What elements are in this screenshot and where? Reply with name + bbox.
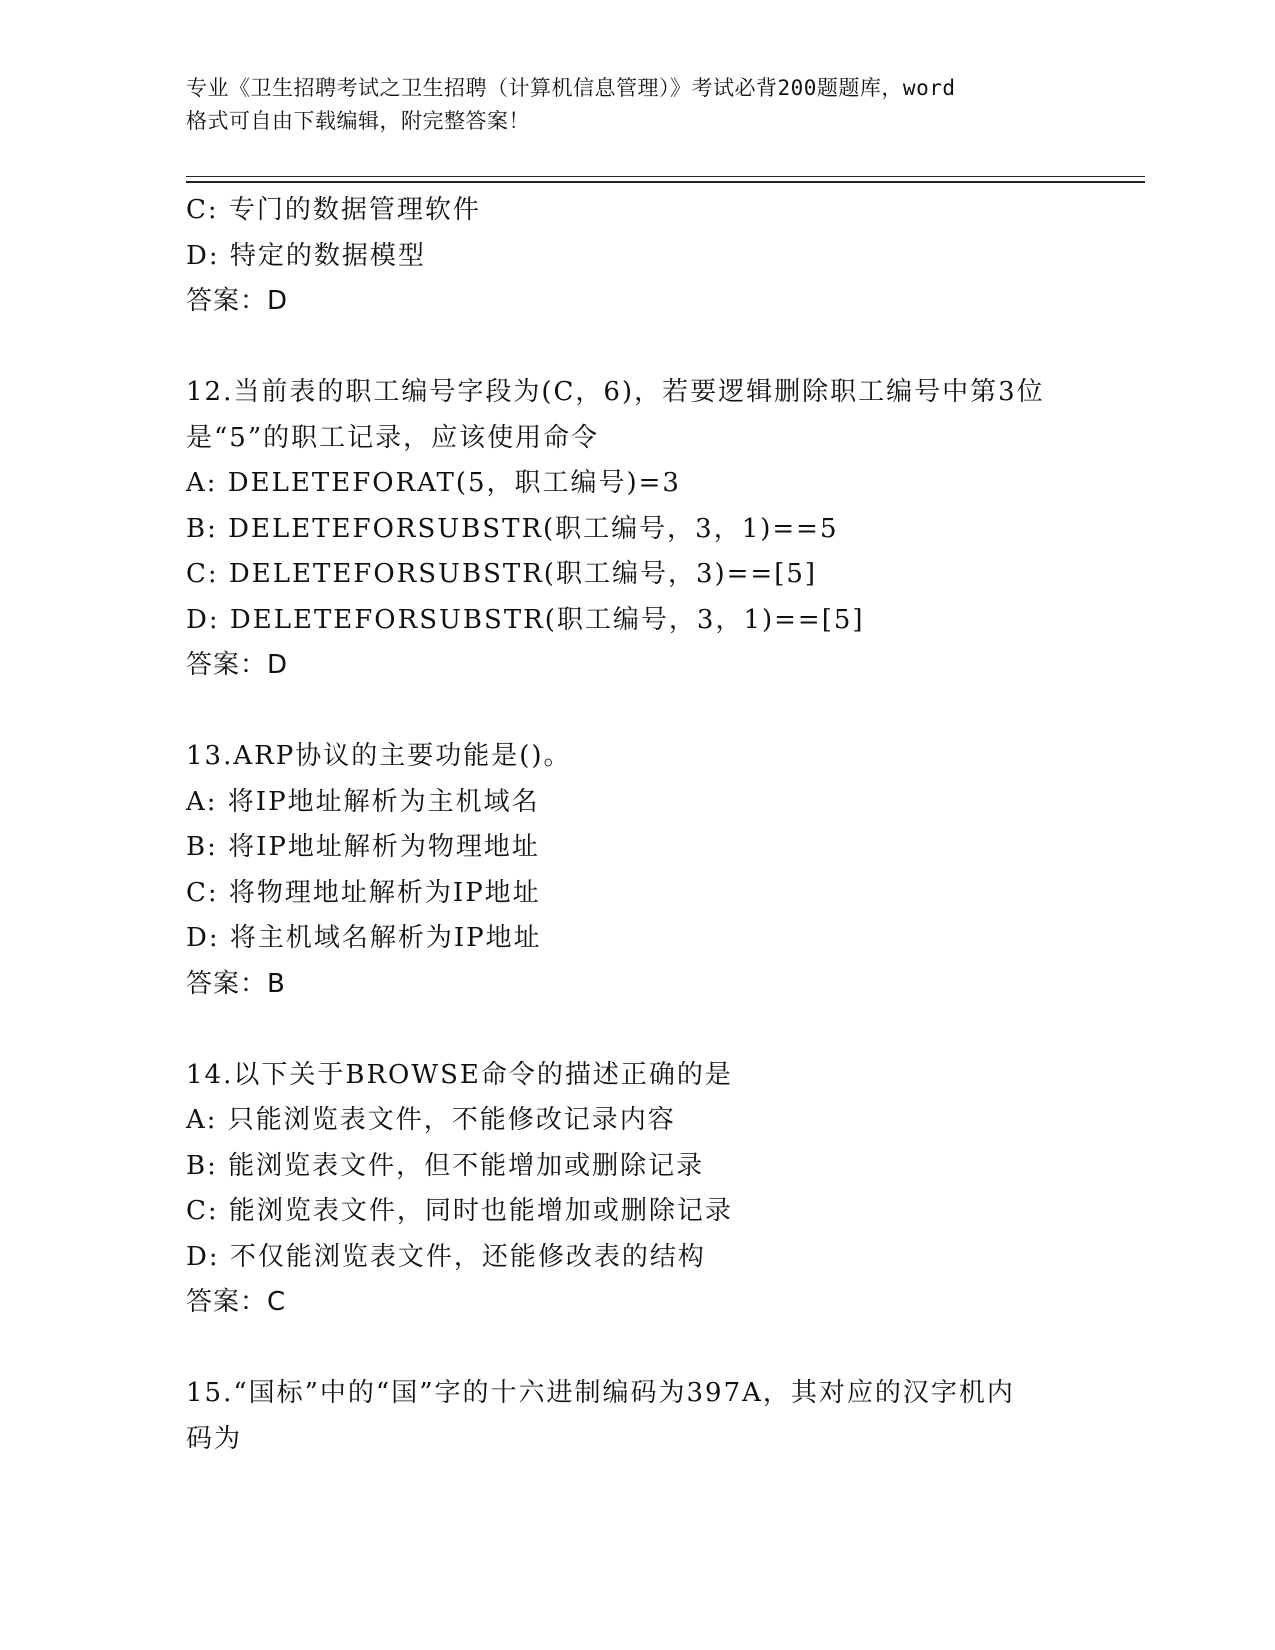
option-b: B: 能浏览表文件，但不能增加或删除记录	[186, 1150, 705, 1181]
question-stem: 14.以下关于BROWSE命令的描述正确的是	[186, 1059, 733, 1090]
spacer	[186, 1007, 1116, 1053]
option-c: C: 能浏览表文件，同时也能增加或删除记录	[186, 1196, 733, 1226]
option-d: D: 不仅能浏览表文件，还能修改表的结构	[186, 1241, 706, 1272]
spacer	[186, 325, 1116, 371]
question-list	[186, 188, 1116, 1462]
question-stem: 12.当前表的职工编号字段为(C，6)，若要逻辑删除职工编号中第3位	[186, 377, 1045, 407]
option-c: C: 专门的数据管理软件	[186, 195, 481, 225]
option-d: D: DELETEFORSUBSTR(职工编号，3，1)==[5]	[186, 604, 865, 635]
question-stem-continued: 是“5”的职工记录，应该使用命令	[186, 422, 600, 453]
option-c: C: 将物理地址解析为IP地址	[186, 877, 541, 908]
answer-line: 答案：B	[186, 968, 286, 999]
question-stem-continued: 码为	[186, 1423, 243, 1454]
header-divider-thin	[186, 176, 1145, 177]
option-b: B: 将IP地址解析为物理地址	[186, 832, 540, 862]
option-d: D: 特定的数据模型	[186, 240, 426, 271]
spacer	[186, 1326, 1116, 1372]
answer-line: 答案：C	[186, 1287, 287, 1317]
question-stem: 13.ARP协议的主要功能是()。	[186, 741, 572, 771]
option-a: A: 将IP地址解析为主机域名	[186, 786, 540, 817]
option-b: B: DELETEFORSUBSTR(职工编号，3，1)==5	[186, 513, 839, 544]
header-divider-thick	[186, 181, 1145, 183]
header-title-line-1: 专业《卫生招聘考试之卫生招聘（计算机信息管理）》考试必背200题题库，word	[186, 76, 956, 100]
spacer	[186, 689, 1116, 735]
question-stem: 15.“国标”中的“国”字的十六进制编码为397A，其对应的汉字机内	[186, 1378, 1015, 1408]
option-a: A: 只能浏览表文件，不能修改记录内容	[186, 1105, 676, 1135]
answer-line: 答案：D	[186, 650, 289, 680]
header-title-line-2: 格式可自由下载编辑，附完整答案！	[186, 109, 530, 133]
option-d: D: 将主机域名解析为IP地址	[186, 923, 542, 953]
answer-line: 答案：D	[186, 286, 289, 316]
option-c: C: DELETEFORSUBSTR(职工编号，3)==[5]	[186, 559, 818, 589]
document-header	[186, 72, 1086, 138]
option-a: A: DELETEFORAT(5，职工编号)=3	[186, 468, 681, 498]
